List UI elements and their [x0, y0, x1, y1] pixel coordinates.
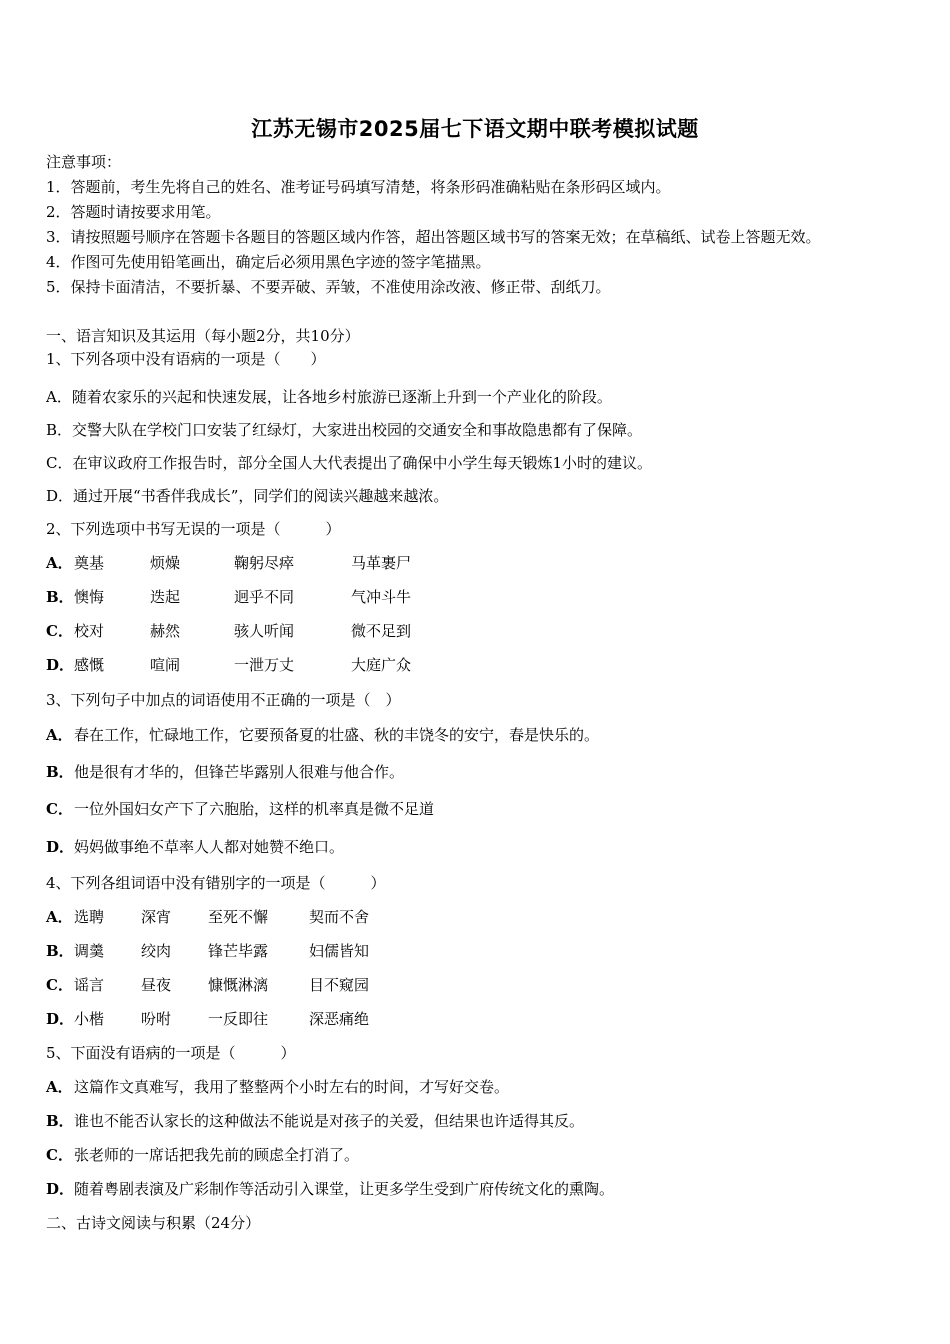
q5-option-a [46, 1077, 509, 1097]
word: 谣言 [74, 976, 105, 994]
option-label: B． [46, 942, 74, 960]
option-label: B． [46, 1112, 74, 1130]
word: 深恶痛绝 [309, 1010, 370, 1028]
q5-option-b [46, 1111, 584, 1131]
word: 微不足到 [351, 622, 412, 640]
q3-stem: 3、下列句子中加点的词语使用不正确的一项是（ ） [46, 691, 401, 709]
word: 一泄万丈 [234, 656, 295, 674]
word: 奠基 [74, 554, 105, 572]
q5-option-d [46, 1179, 614, 1199]
word: 深宵 [141, 908, 172, 926]
notice-item: 5．保持卡面清洁，不要折暴、不要弄破、弄皱，不准使用涂改液、修正带、刮纸刀。 [46, 278, 611, 296]
q1-option-c: C．在审议政府工作报告时，部分全国人大代表提出了确保中小学生每天锻炼1小时的建议。 [46, 454, 653, 472]
notice-item: 4．作图可先使用铅笔画出，确定后必须用黑色字迹的签字笔描黑。 [46, 253, 491, 271]
word: 昼夜 [141, 976, 172, 994]
q2-option-c [46, 621, 411, 641]
q1-option-b: B．交警大队在学校门口安装了红绿灯，大家进出校园的交通安全和事故隐患都有了保障。 [46, 421, 643, 439]
q4-option-a [46, 907, 369, 927]
q5-stem: 5、下面没有语病的一项是（ ） [46, 1044, 296, 1062]
q3-option-a [46, 725, 599, 745]
word: 气冲斗牛 [351, 588, 412, 606]
notice-item: 3．请按照题号顺序在答题卡各题目的答题区域内作答，超出答题区域书写的答案无效；在草稿纸、试卷上答题无效。 [46, 228, 821, 246]
q1-option-d: D．通过开展“书香伴我成长”，同学们的阅读兴趣越来越浓。 [46, 487, 449, 505]
word: 至死不懈 [208, 908, 269, 926]
word: 小楷 [74, 1010, 105, 1028]
option-label: C． [46, 1146, 73, 1164]
option-label: A． [46, 908, 73, 926]
word: 马革裹尸 [351, 554, 412, 572]
q2-option-d [46, 655, 411, 675]
option-label: D． [46, 1010, 75, 1028]
word: 契而不舍 [309, 908, 370, 926]
q3-option-d [46, 837, 344, 857]
q4-option-c [46, 975, 369, 995]
word: 调羹 [74, 942, 105, 960]
notice-item: 2．答题时请按要求用笔。 [46, 203, 221, 221]
notice-item: 1．答题前，考生先将自己的姓名、准考证号码填写清楚，将条形码准确粘贴在条形码区域内。 [46, 178, 671, 196]
word: 迥乎不同 [234, 588, 295, 606]
option-text: 这篇作文真难写，我用了整整两个小时左右的时间，才写好交卷。 [74, 1078, 510, 1096]
option-label: B． [46, 588, 74, 606]
word: 吩咐 [141, 1010, 172, 1028]
option-label: D． [46, 838, 75, 856]
q3-option-c [46, 799, 434, 819]
word: 烦燥 [150, 554, 181, 572]
word: 锋芒毕露 [208, 942, 269, 960]
option-text: 谁也不能否认家长的这种做法不能说是对孩子的关爱，但结果也许适得其反。 [74, 1112, 585, 1130]
option-text: 张老师的一席话把我先前的顾虑全打消了。 [74, 1146, 360, 1164]
q4-option-b [46, 941, 369, 961]
page-title: 江苏无锡市2025届七下语文期中联考模拟试题 [251, 117, 699, 141]
word: 绞肉 [141, 942, 172, 960]
option-text: 一位外国妇女产下了六胞胎，这样的机率真是微不足道 [74, 800, 435, 818]
q4-option-d [46, 1009, 369, 1029]
option-label: C． [46, 622, 73, 640]
q2-option-b [46, 587, 411, 607]
q4-stem: 4、下列各组词语中没有错别字的一项是（ ） [46, 874, 386, 892]
q2-stem: 2、下列选项中书写无误的一项是（ ） [46, 520, 341, 538]
q2-option-a [46, 553, 411, 573]
option-label: D． [46, 656, 75, 674]
word: 感慨 [74, 656, 105, 674]
word: 慷慨淋漓 [208, 976, 269, 994]
option-label: C． [46, 976, 73, 994]
option-label: A． [46, 554, 73, 572]
word: 一反即往 [208, 1010, 269, 1028]
q1-stem: 1、下列各项中没有语病的一项是（ ） [46, 350, 326, 368]
word: 目不窥园 [309, 976, 370, 994]
word: 校对 [74, 622, 105, 640]
option-text: 春在工作，忙碌地工作，它要预备夏的壮盛、秋的丰饶冬的安宁，春是快乐的。 [74, 726, 600, 744]
option-label: A． [46, 1078, 73, 1096]
option-label: A． [46, 726, 73, 744]
q5-option-c [46, 1145, 359, 1165]
section1-heading: 一、语言知识及其运用（每小题2分，共10分） [46, 327, 360, 345]
word: 鞠躬尽瘁 [234, 554, 295, 572]
word: 迭起 [150, 588, 181, 606]
word: 妇儒皆知 [309, 942, 370, 960]
option-text: 妈妈做事绝不草率人人都对她赞不绝口。 [74, 838, 345, 856]
word: 赫然 [150, 622, 181, 640]
q1-option-a: A．随着农家乐的兴起和快速发展，让各地乡村旅游已逐渐上升到一个产业化的阶段。 [46, 388, 612, 406]
word: 大庭广众 [351, 656, 412, 674]
option-text: 随着粤剧表演及广彩制作等活动引入课堂，让更多学生受到广府传统文化的熏陶。 [74, 1180, 615, 1198]
word: 喧闹 [150, 656, 181, 674]
option-label: B． [46, 763, 74, 781]
notice-heading: 注意事项： [46, 153, 122, 171]
word: 骇人听闻 [234, 622, 295, 640]
word: 选聘 [74, 908, 105, 926]
option-label: C． [46, 800, 73, 818]
section2-heading: 二、古诗文阅读与积累（24分） [46, 1214, 261, 1232]
q3-option-b [46, 762, 404, 782]
option-label: D． [46, 1180, 75, 1198]
option-text: 他是很有才华的，但锋芒毕露别人很难与他合作。 [74, 763, 405, 781]
word: 懊悔 [74, 588, 105, 606]
